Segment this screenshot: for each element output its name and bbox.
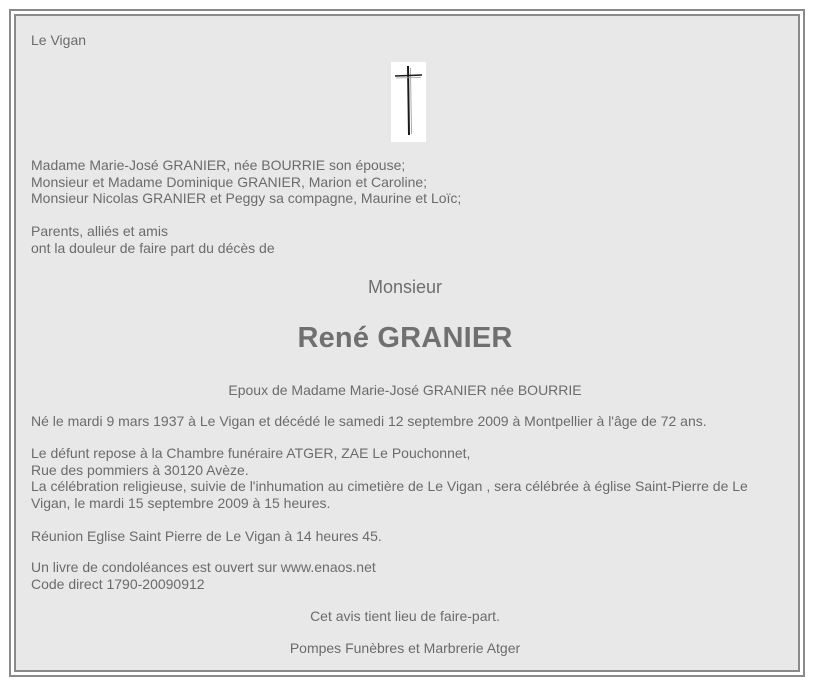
family-line: Monsieur Nicolas GRANIER et Peggy sa compagne, Maurine et Loïc; xyxy=(31,190,462,206)
family-line: Madame Marie-José GRANIER, née BOURRIE son épouse; xyxy=(31,157,406,173)
funeral-line: Le défunt repose à la Chambre funéraire ATGER, ZAE Le Pouchonnet, xyxy=(31,445,471,461)
latin-cross-icon xyxy=(391,62,426,142)
notice-line: Cet avis tient lieu de faire-part. xyxy=(310,608,500,624)
family-line: Monsieur et Madame Dominique GRANIER, Marion et Caroline; xyxy=(31,173,428,190)
funeral-line: La célébration religieuse, suivie de l'inhumation au cimetière de Le Vigan , sera célébrée à église Saint-Pierre de Le xyxy=(31,478,748,494)
funeral-home: Pompes Funèbres et Marbrerie Atger xyxy=(289,640,521,656)
spouse-line: Epoux de Madame Marie-José GRANIER née BOURRIE xyxy=(228,382,582,398)
relatives-line: Parents, alliés et amis xyxy=(31,223,168,239)
meeting-line: Réunion Eglise Saint Pierre de Le Vigan à 14 heures 45. xyxy=(31,528,382,544)
funeral-line: Vigan, le mardi 15 septembre 2009 à 15 heures. xyxy=(31,494,331,511)
condolences-code: Code direct 1790-20090912 xyxy=(31,575,205,592)
birth-death-line xyxy=(31,413,707,430)
honorific: Monsieur xyxy=(367,277,443,297)
location: Le Vigan xyxy=(31,32,87,48)
family-list xyxy=(31,157,461,207)
relatives-block xyxy=(31,223,275,256)
deceased-name: René GRANIER xyxy=(297,322,513,354)
condolences-line: Un livre de condoléances est ouvert sur www.enaos.net xyxy=(31,559,376,575)
condolences-block xyxy=(31,559,376,592)
relatives-line: ont la douleur de faire part du décès de xyxy=(31,239,275,256)
birth-death-text: Né le mardi 9 mars 1937 à Le Vigan et décédé le samedi 12 septembre 2009 à Montpellier à l'âge de 72 ans. xyxy=(31,413,707,429)
cross-drawing xyxy=(391,62,426,142)
funeral-details xyxy=(31,445,748,511)
funeral-line: Rue des pommiers à 30120 Avèze. xyxy=(31,461,249,478)
